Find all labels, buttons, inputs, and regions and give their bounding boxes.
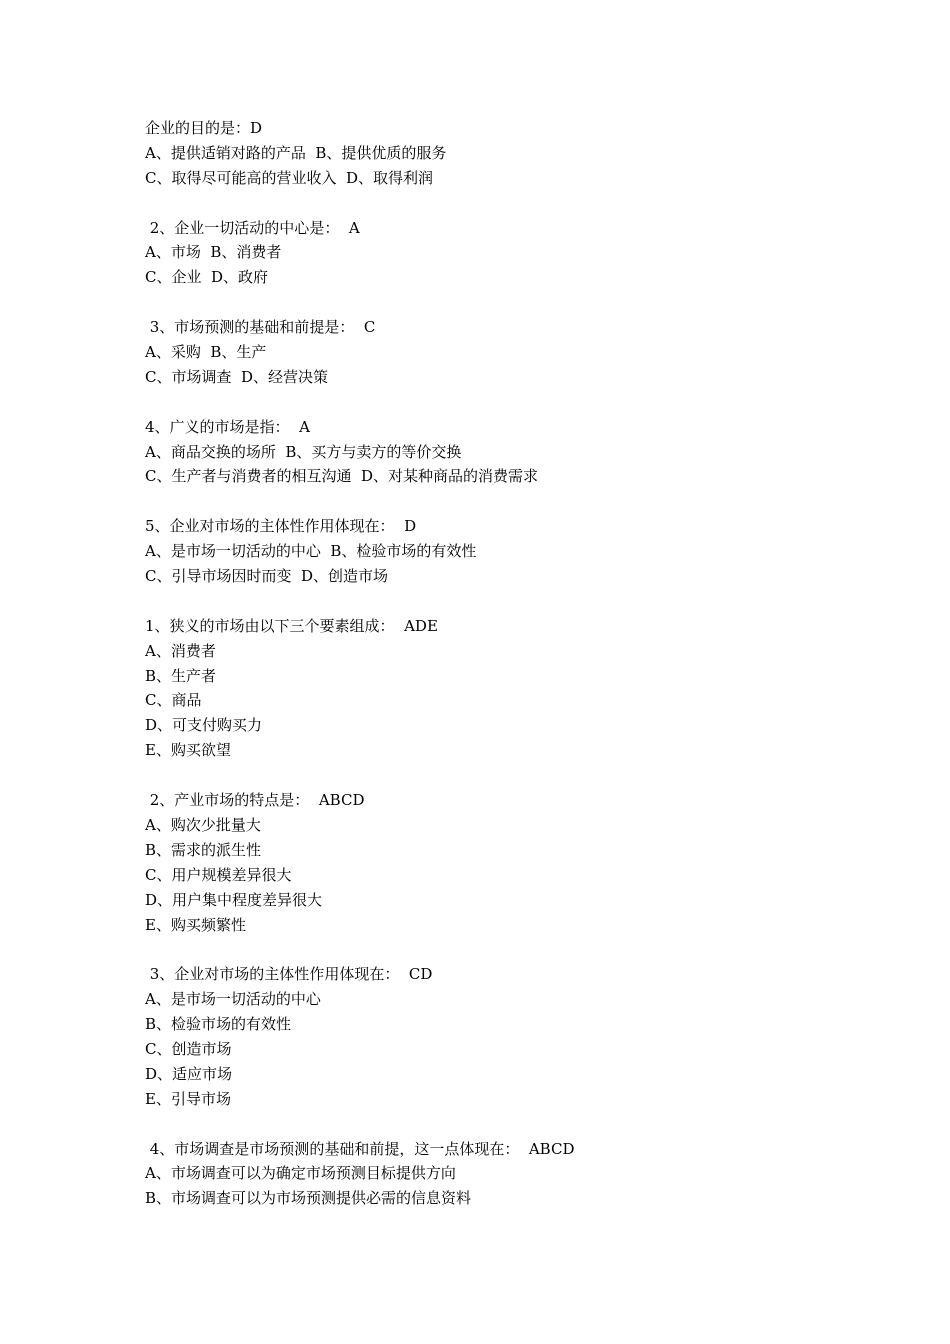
text-line: 2、企业一切活动的中心是： A <box>145 218 360 237</box>
text-line: A、消费者 <box>145 641 216 660</box>
text-line: A、商品交换的场所 B、买方与卖方的等价交换 <box>145 442 462 461</box>
text-line: A、购次少批量大 <box>145 815 261 834</box>
text-line: A、市场调查可以为确定市场预测目标提供方向 <box>145 1164 456 1183</box>
text-line: 3、企业对市场的主体性作用体现在： CD <box>145 965 433 984</box>
text-line: C、市场调查 D、经营决策 <box>145 367 329 386</box>
text-line: 4、广义的市场是指： A <box>145 417 310 436</box>
text-line: 2、产业市场的特点是： ABCD <box>145 791 365 810</box>
text-line: D、用户集中程度差异很大 <box>145 890 323 909</box>
text-line: A、采购 B、生产 <box>145 343 267 362</box>
text-line: D、可支付购买力 <box>145 716 263 735</box>
text-line: E、引导市场 <box>145 1089 231 1108</box>
blank-line <box>145 763 905 788</box>
text-line: A、提供适销对路的产品 B、提供优质的服务 <box>145 143 447 162</box>
blank-line <box>145 390 905 415</box>
text-line: C、用户规模差异很大 <box>145 865 292 884</box>
text-line: C、引导市场因时而变 D、创造市场 <box>145 567 389 586</box>
blank-line <box>145 589 905 614</box>
blank-line <box>145 290 905 315</box>
text-line: B、检验市场的有效性 <box>145 1015 292 1034</box>
text-line: C、生产者与消费者的相互沟通 D、对某种商品的消费需求 <box>145 467 539 486</box>
text-line: C、商品 <box>145 691 202 710</box>
text-line: E、购买频繁性 <box>145 915 246 934</box>
text-line: B、生产者 <box>145 666 217 685</box>
text-line: D、适应市场 <box>145 1064 233 1083</box>
text-line: 5、企业对市场的主体性作用体现在： D <box>145 517 417 536</box>
text-line: A、市场 B、消费者 <box>145 243 282 262</box>
text-line: E、购买欲望 <box>145 741 231 760</box>
document-text <box>145 116 905 1211</box>
text-line: C、创造市场 <box>145 1039 232 1058</box>
text-line: A、是市场一切活动的中心 <box>145 990 321 1009</box>
blank-line <box>145 191 905 216</box>
text-line: C、企业 D、政府 <box>145 268 269 287</box>
blank-line <box>145 937 905 962</box>
text-line: B、市场调查可以为市场预测提供必需的信息资料 <box>145 1189 472 1208</box>
text-line: B、需求的派生性 <box>145 840 262 859</box>
text-line: 1、狭义的市场由以下三个要素组成： ADE <box>145 616 438 635</box>
text-line: 企业的目的是：D <box>145 119 263 137</box>
text-line: 4、市场调查是市场预测的基础和前提，这一点体现在： ABCD <box>145 1139 575 1158</box>
text-line: 3、市场预测的基础和前提是： C <box>145 318 376 337</box>
blank-line <box>145 1112 905 1137</box>
text-line: A、是市场一切活动的中心 B、检验市场的有效性 <box>145 542 477 561</box>
blank-line <box>145 489 905 514</box>
text-line: C、取得尽可能高的营业收入 D、取得利润 <box>145 168 434 187</box>
